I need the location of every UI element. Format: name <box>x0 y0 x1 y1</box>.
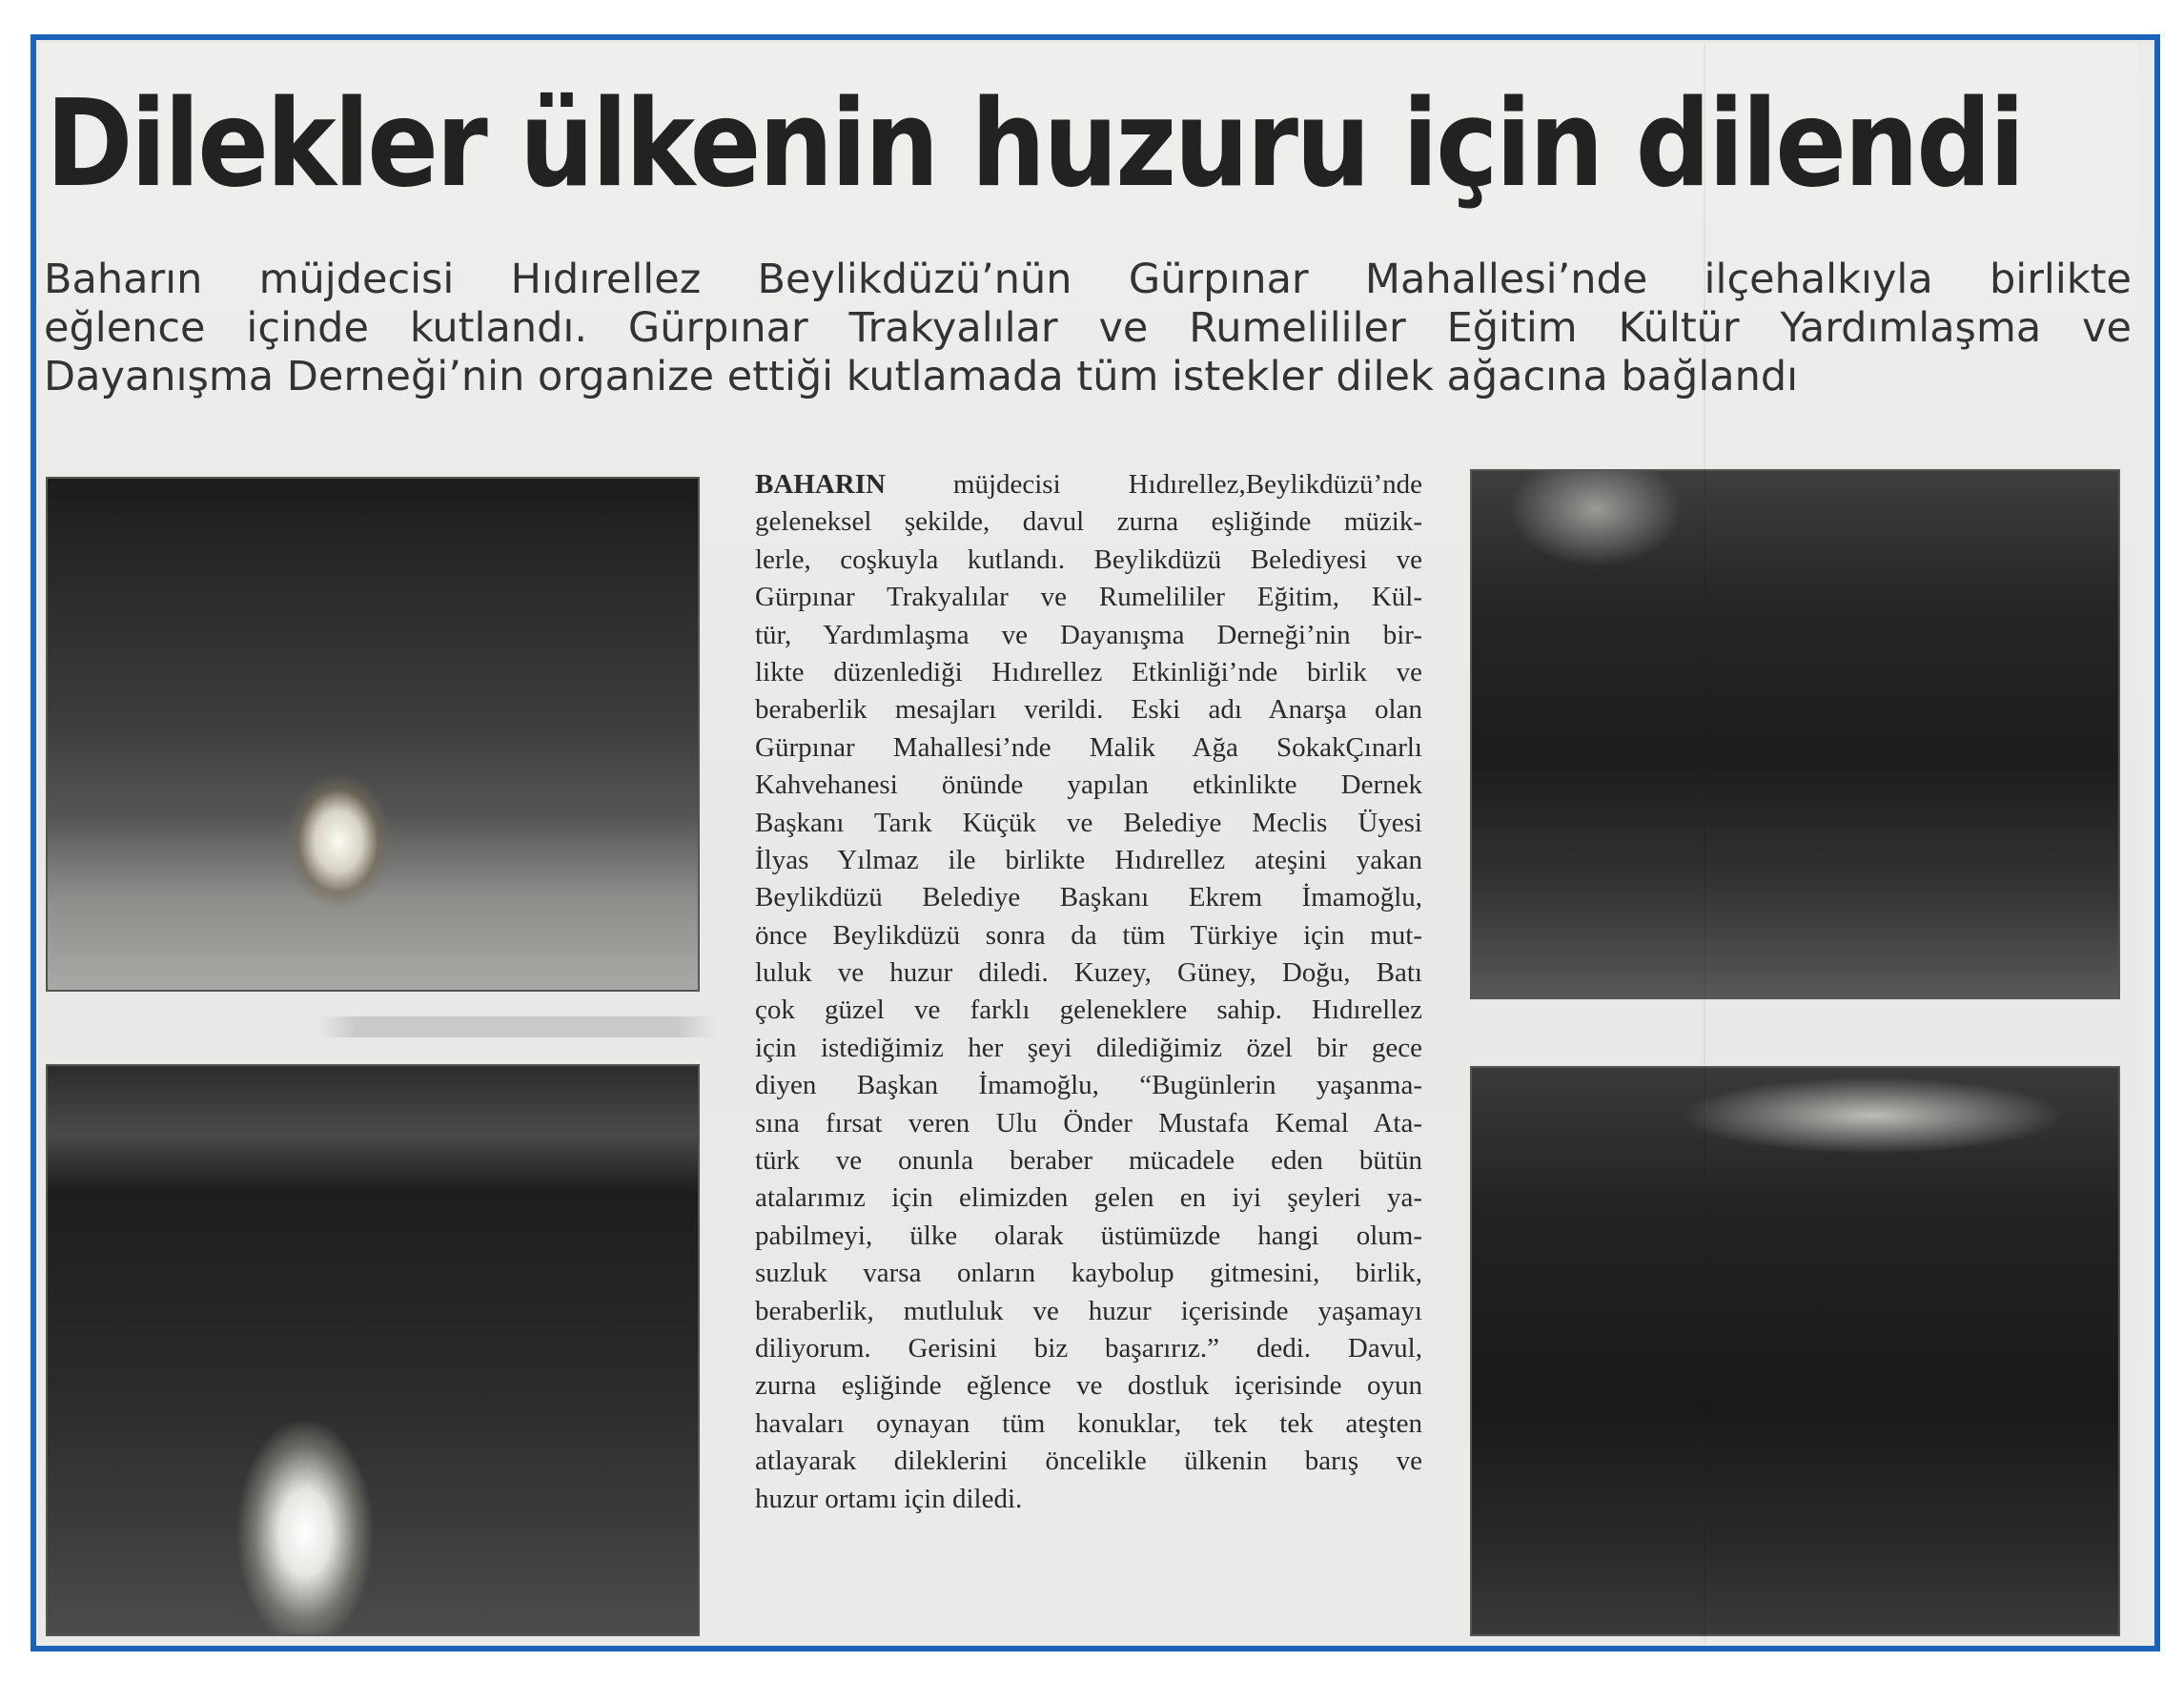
article-line: diyen Başkan İmamoğlu, “Bugünlerin yaşanma- <box>755 1070 1422 1101</box>
article-line: için istediğimiz her şeyi dilediğimiz özel bir gece <box>755 1032 1422 1063</box>
deck <box>44 256 2132 401</box>
article-line: huzur ortamı için diledi. <box>755 1483 1023 1514</box>
article-line: lerle, coşkuyla kutlandı. Beylikdüzü Belediyesi ve <box>755 544 1422 575</box>
article-line: diliyorum. Gerisini biz başarırız.” dedi. Davul, <box>755 1332 1422 1364</box>
article-line: Beylikdüzü Belediye Başkanı Ekrem İmamoğlu, <box>755 882 1422 913</box>
photo-fire-jumping <box>46 1064 700 1636</box>
article-line: türk ve onunla beraber mücadele eden bütün <box>755 1145 1422 1177</box>
article-line <box>755 466 1422 503</box>
article-line: atalarımız için elimizden gelen en iyi şeyleri ya- <box>755 1182 1422 1214</box>
article-line: likte düzenlediği Hıdırellez Etkinliği’nde birlik ve <box>755 656 1422 687</box>
deck-line: Dayanışma Derneği’nin organize ettiği kutlamada tüm istekler dilek ağacına bağlandı <box>44 353 1799 400</box>
newspaper-clipping <box>40 44 2137 1642</box>
article-line: havaları oynayan tüm konuklar, tek tek ateşten <box>755 1407 1422 1439</box>
first-line-text: müjdecisi Hıdırellez,Beylikdüzü’nde <box>885 469 1422 500</box>
lead-word: BAHARIN <box>755 469 886 500</box>
photo-mayor-speech <box>1470 469 2120 999</box>
article-line: zurna eşliğinde eğlence ve dostluk içerisinde oyun <box>755 1370 1422 1402</box>
bleed-through-caption <box>316 1016 717 1037</box>
article-line: luluk ve huzur diledi. Kuzey, Güney, Doğu, Batı <box>755 957 1422 989</box>
article-line: çok güzel ve farklı geleneklere sahip. Hıdırellez <box>755 995 1422 1026</box>
article-line: önce Beylikdüzü sonra da tüm Türkiye için mut- <box>755 919 1422 951</box>
photo-fire-lighting <box>46 477 700 992</box>
article-line: Gürpınar Mahallesi’nde Malik Ağa SokakÇınarlı <box>755 731 1422 763</box>
article-line: beraberlik, mutluluk ve huzur içerisinde yaşamayı <box>755 1295 1422 1326</box>
article-line: sına fırsat veren Ulu Önder Mustafa Kemal Ata- <box>755 1107 1422 1138</box>
article-line: geleneksel şekilde, davul zurna eşliğinde müzik- <box>755 506 1422 538</box>
article-line: Gürpınar Trakyalılar ve Rumelililer Eğitim, Kül- <box>755 582 1422 613</box>
photo-dancing <box>1470 1066 2120 1636</box>
article-line: Başkanı Tarık Küçük ve Belediye Meclis Üyesi <box>755 807 1422 838</box>
article-line: pabilmeyi, ülke olarak üstümüzde hangi olum- <box>755 1220 1422 1251</box>
deck-line: eğlence içinde kutlandı. Gürpınar Trakyalılar ve Rumelililer Eğitim Kültür Yardımlaşma ve <box>44 304 2132 352</box>
deck-line: Baharın müjdecisi Hıdırellez Beylikdüzü’nün Gürpınar Mahallesi’nde ilçehalkıyla birlikte <box>44 256 2132 303</box>
article-line: atlayarak dileklerini öncelikle ülkenin barış ve <box>755 1446 1422 1477</box>
article-line: İlyas Yılmaz ile birlikte Hıdırellez ateşini yakan <box>755 844 1422 875</box>
article-line: tür, Yardımlaşma ve Dayanışma Derneği’nin bir- <box>755 619 1422 650</box>
headline: Dilekler ülkenin huzuru için dilendi <box>46 73 2023 214</box>
article-body <box>755 466 1422 1518</box>
article-line: Kahvehanesi önünde yapılan etkinlikte Dernek <box>755 769 1422 801</box>
article-line: suzluk varsa onların kaybolup gitmesini, birlik, <box>755 1258 1422 1289</box>
article-line: beraberlik mesajları verildi. Eski adı Anarşa olan <box>755 694 1422 726</box>
